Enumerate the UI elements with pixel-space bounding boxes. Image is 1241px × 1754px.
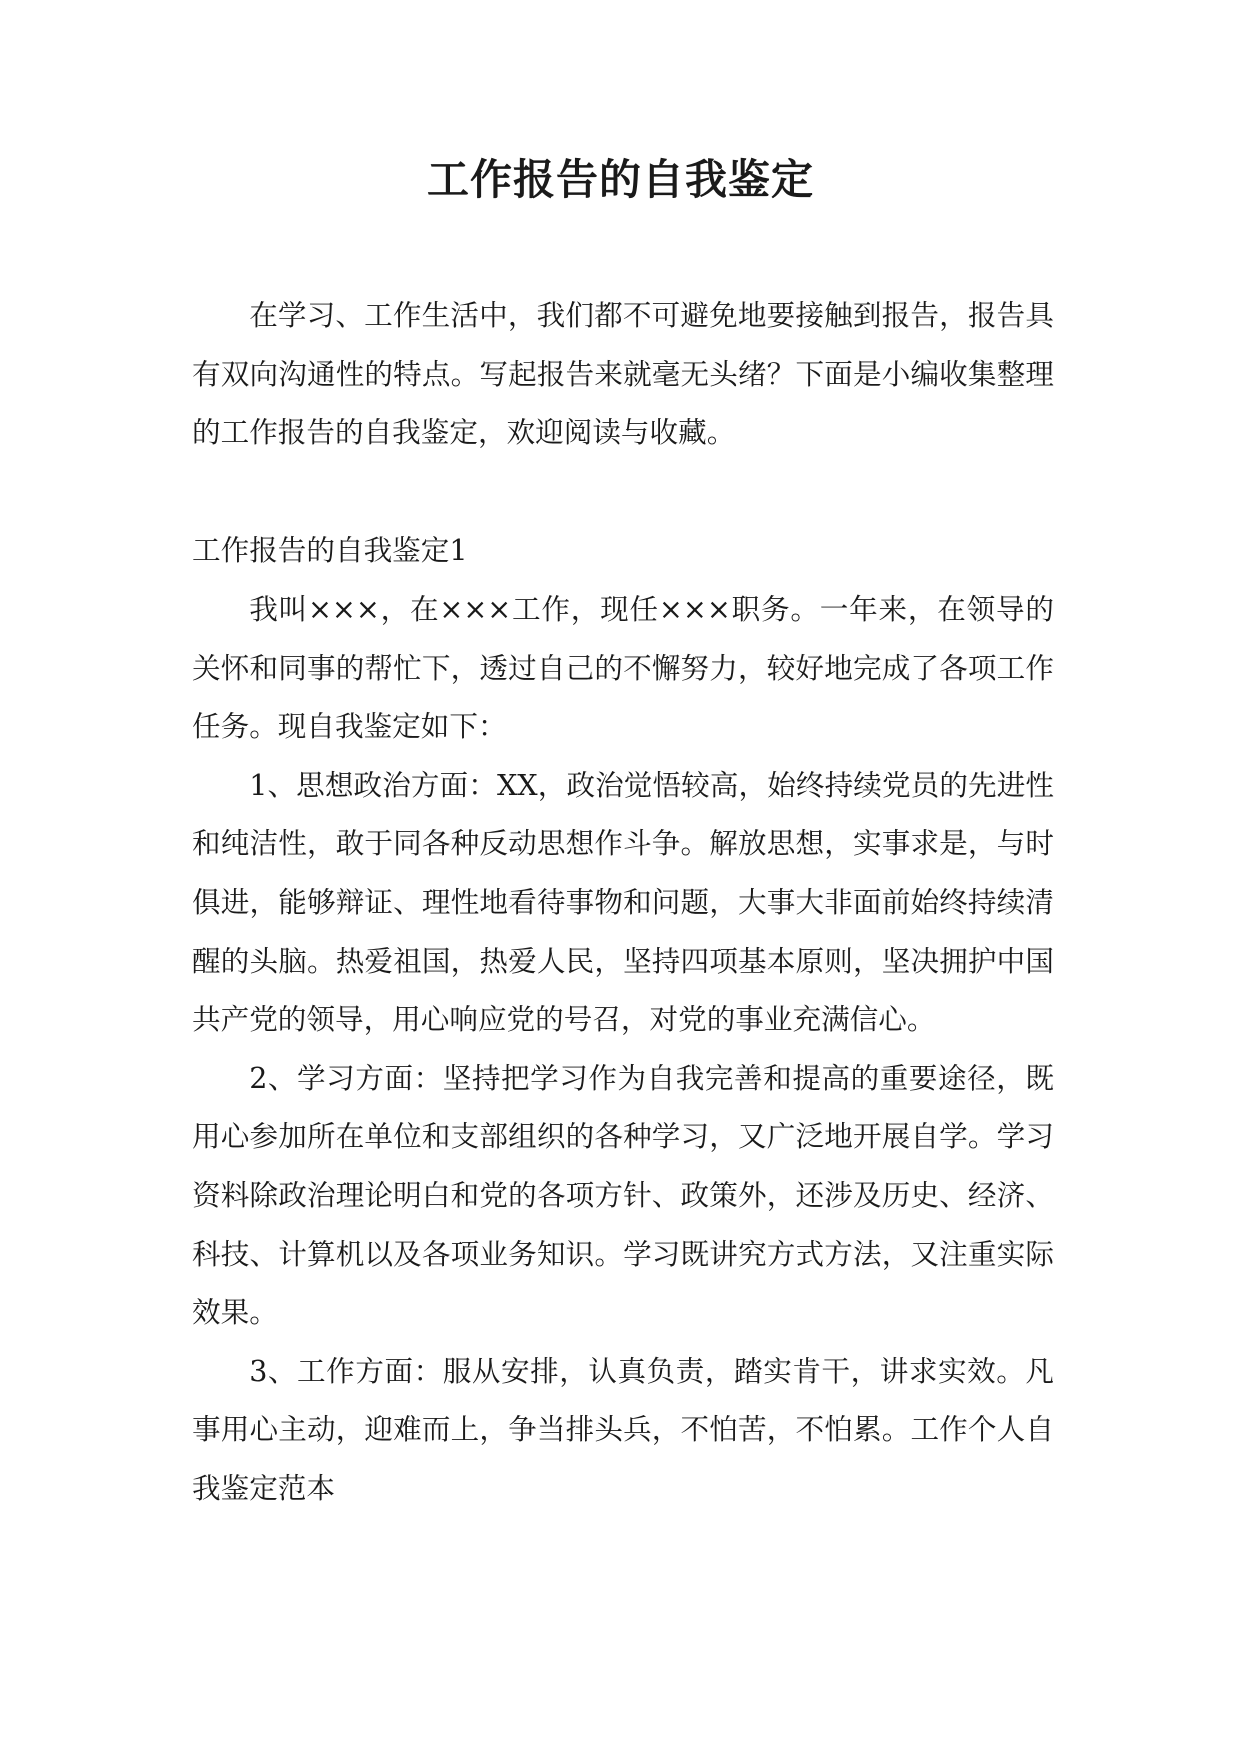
body-paragraph-political: 1、思想政治方面：XX，政治觉悟较高，始终持续党员的先进性和纯洁性，敢于同各种反动思想作斗争。解放思想，实事求是，与时俱进，能够辩证、理性地看待事物和问题，大事大非面前始终持续清醒的头脑。热爱祖国，热爱人民，坚持四项基本原则，坚决拥护中国共产党的领导，用心响应党的号召，对党的事业充满信心。: [192, 767, 1054, 1037]
body-paragraph-intro: 我叫×××，在×××工作，现任×××职务。一年来，在领导的关怀和同事的帮忙下，透过自己的不懈努力，较好地完成了各项工作任务。现自我鉴定如下：: [192, 592, 1054, 744]
body-paragraph-study: 2、学习方面：坚持把学习作为自我完善和提高的重要途径，既用心参加所在单位和支部组织的各种学习，又广泛地开展自学。学习资料除政治理论明白和党的各项方针、政策外，还涉及历史、经济、科技、计算机以及各项业务知识。学习既讲究方式方法，又注重实际效果。: [192, 1060, 1054, 1330]
section-body: [192, 580, 1054, 1518]
intro-paragraph: 在学习、工作生活中，我们都不可避免地要接触到报告，报告具有双向沟通性的特点。写起报告来就毫无头绪？下面是小编收集整理的工作报告的自我鉴定，欢迎阅读与收藏。: [192, 298, 1054, 450]
document-title: 工作报告的自我鉴定: [426, 155, 814, 204]
body-paragraph-work: 3、工作方面：服从安排，认真负责，踏实肯干，讲求实效。凡事用心主动，迎难而上，争当排头兵，不怕苦，不怕累。工作个人自我鉴定范本: [192, 1353, 1054, 1505]
intro-paragraph-block: [192, 286, 1054, 462]
section-heading: 工作报告的自我鉴定1: [192, 533, 468, 567]
